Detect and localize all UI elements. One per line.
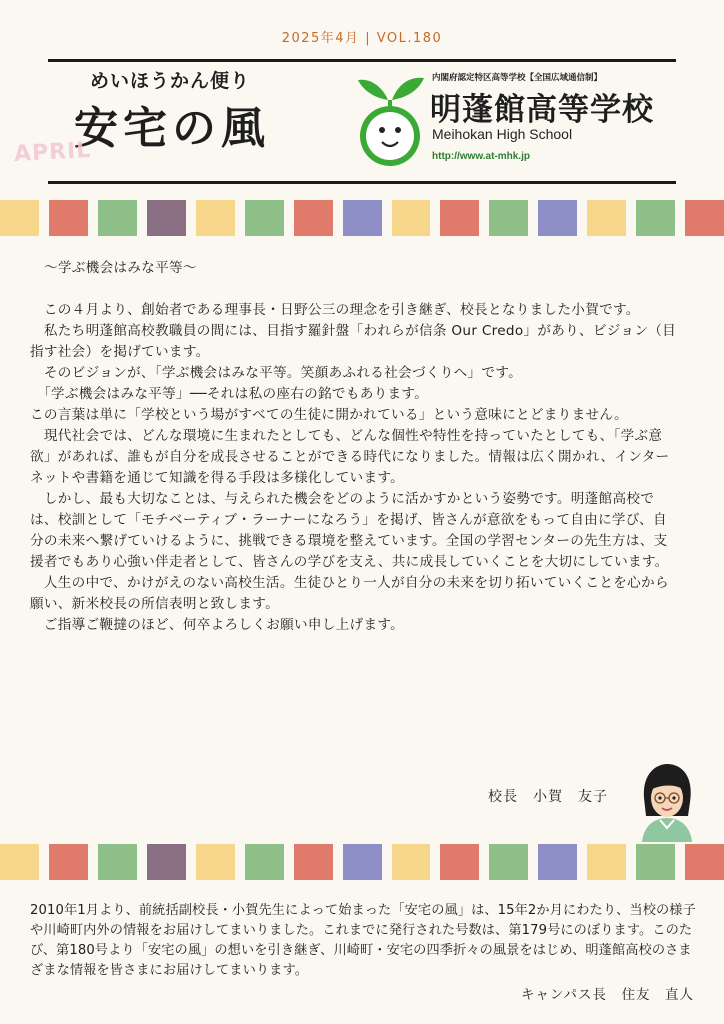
stripe-gap	[186, 844, 196, 880]
stripe-gap	[430, 844, 440, 880]
article-paragraph-1: この４月より、創始者である理事長・日野公三の理念を引き継ぎ、校長となりました小賀です。	[30, 302, 640, 318]
article-paragraph-6: 現代社会では、どんな環境に生まれたとしても、どんな個性や特性を持っていたとしても、「学ぶ意欲」があれば、誰もが自分を成長させることができる時代になりました。情報は広く開かれ、インターネットや書籍を通じて知識を得る手段は多様化しています。	[30, 428, 670, 486]
stripe-gap	[479, 844, 489, 880]
stripe-segment	[440, 844, 479, 880]
article-paragraph-8: 人生の中で、かけがえのない高校生活。生徒ひとり一人が自分の未来を切り拓いていくことを心から願い、新米校長の所信表明と致します。	[30, 575, 669, 612]
stripe-segment	[343, 844, 382, 880]
stripe-gap	[626, 200, 636, 236]
stripe-segment	[636, 200, 675, 236]
stripe-segment	[685, 844, 724, 880]
campus-director-signature: キャンパス長 住友 直人	[520, 987, 694, 1003]
school-name: 明蓬館高等学校	[430, 92, 654, 128]
stripe-segment	[245, 200, 284, 236]
stripe-gap	[577, 200, 587, 236]
stripe-gap	[88, 200, 98, 236]
issue-info: 2025年4月 | VOL.180	[281, 31, 443, 46]
stripe-segment	[489, 844, 528, 880]
newsletter-title: 安宅の風	[74, 103, 270, 154]
article-paragraph-9: ご指導ご鞭撻のほど、何卒よろしくお願い申し上げます。	[30, 617, 405, 633]
footer-paragraph: 2010年1月より、前統括副校長・小賀先生によって始まった「安宅の風」は、15年2か月にわたり、当校の様子や川崎町内外の情報をお届けしてまいりました。これまでに発行された号数は、第179号にのぼります。このたび、第180号より「安宅の風」の想いを引き継ぎ、川崎町・安宅の四季折々の風景をはじめ、明蓬館高校のさまざまな情報を皆さまにお届けしてまいります。	[30, 903, 696, 978]
stripe-segment	[343, 200, 382, 236]
header-top-rule	[48, 59, 676, 62]
article-body	[30, 258, 678, 636]
stripe-gap	[39, 844, 49, 880]
stripe-segment	[0, 844, 39, 880]
footer-note	[30, 901, 698, 981]
stripe-gap	[39, 200, 49, 236]
stripe-gap	[675, 200, 685, 236]
stripe-segment	[538, 844, 577, 880]
month-decoration: APRIL	[13, 137, 92, 168]
stripe-gap	[235, 200, 245, 236]
article-paragraph-5: この言葉は単に「学校という場がすべての生徒に開かれている」という意味にとどまりません。	[30, 407, 628, 423]
stripe-segment	[587, 200, 626, 236]
stripe-segment	[392, 200, 431, 236]
stripe-gap	[479, 200, 489, 236]
stripe-gap	[430, 200, 440, 236]
stripe-gap	[284, 200, 294, 236]
stripe-gap	[284, 844, 294, 880]
stripe-segment	[440, 200, 479, 236]
stripe-segment	[294, 844, 333, 880]
stripe-gap	[137, 844, 147, 880]
article-paragraph-7: しかし、最も大切なことは、与えられた機会をどのように活かすかという姿勢です。明蓬館高校では、校訓として「モチベーティブ・ラーナーになろう」を掲げ、皆さんが意欲をもって自由に学び、自分の未来へ繋げていけるように、挑戦できる環境を整えています。全国の学習センターの先生方は、支援者でもあり心強い伴走者として、皆さんの学びを支え、共に成長していくことを大切にしています。	[30, 491, 669, 570]
stripe-segment	[0, 200, 39, 236]
stripe-segment	[49, 200, 88, 236]
stripe-gap	[186, 200, 196, 236]
stripe-gap	[382, 844, 392, 880]
stripe-gap	[235, 844, 245, 880]
stripe-gap	[333, 844, 343, 880]
article-paragraph-4: 「学ぶ機会はみな平等」──それは私の座右の銘でもあります。	[30, 386, 429, 402]
stripe-gap	[577, 844, 587, 880]
stripe-segment	[49, 844, 88, 880]
stripe-segment	[98, 844, 137, 880]
stripe-segment	[685, 200, 724, 236]
stripe-segment	[392, 844, 431, 880]
stripe-segment	[196, 844, 235, 880]
article-paragraph-2: 私たち明蓬館高校教職員の間には、目指す羅針盤「われらが信条 Our Credo」があり、ビジョン（目指す社会）を掲げています。	[30, 323, 677, 360]
principal-avatar	[638, 762, 696, 842]
school-certification: 内閣府認定特区高等学校【全国広域通信制】	[432, 73, 603, 83]
bottom-color-stripe	[0, 844, 724, 880]
stripe-segment	[245, 844, 284, 880]
stripe-gap	[137, 200, 147, 236]
school-logo-icon	[352, 70, 428, 168]
stripe-gap	[528, 200, 538, 236]
stripe-segment	[147, 200, 186, 236]
header-bottom-rule	[48, 181, 676, 184]
stripe-segment	[294, 200, 333, 236]
newsletter-subtitle: めいほうかん便り	[90, 70, 251, 92]
stripe-gap	[333, 200, 343, 236]
stripe-segment	[636, 844, 675, 880]
stripe-gap	[626, 844, 636, 880]
stripe-segment	[98, 200, 137, 236]
school-url-link[interactable]: http://www.at-mhk.jp	[432, 151, 530, 162]
stripe-segment	[587, 844, 626, 880]
stripe-segment	[538, 200, 577, 236]
stripe-gap	[382, 200, 392, 236]
stripe-segment	[196, 200, 235, 236]
stripe-gap	[88, 844, 98, 880]
article-paragraph-3: そのビジョンが、「学ぶ機会はみな平等。笑顔あふれる社会づくりへ」です。	[30, 365, 523, 381]
stripe-gap	[528, 844, 538, 880]
school-name-english: Meihokan High School	[432, 126, 573, 142]
top-color-stripe	[0, 200, 724, 236]
stripe-gap	[675, 844, 685, 880]
principal-signature: 校長 小賀 友子	[488, 789, 608, 805]
stripe-segment	[147, 844, 186, 880]
stripe-segment	[489, 200, 528, 236]
article-heading: 〜学ぶ機会はみな平等〜	[44, 260, 197, 276]
